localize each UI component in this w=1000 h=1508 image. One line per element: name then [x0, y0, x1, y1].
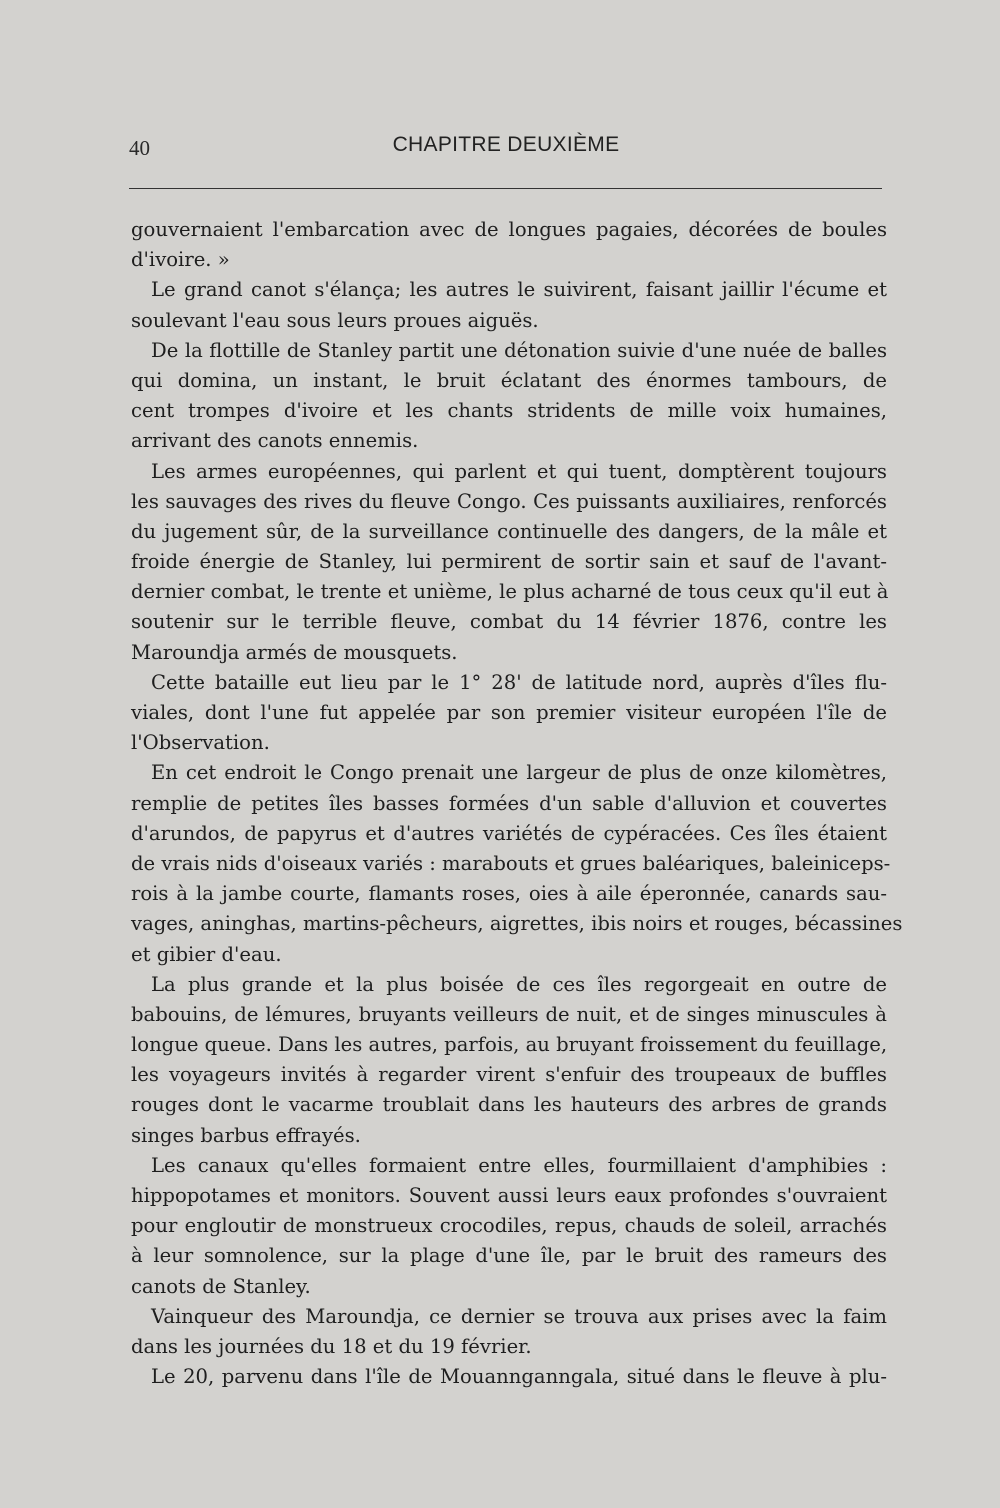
paragraph — [131, 215, 887, 275]
running-head-title: CHAPITRE DEUXIÈME — [392, 133, 620, 156]
body-text — [131, 215, 903, 1392]
text-line: Cette bataille eut lieu par le 1° 28' de latitude nord, auprès d'îles flu- — [151, 670, 887, 694]
text-line: canots de Stanley. — [131, 1274, 311, 1298]
text-line: pour engloutir de monstrueux crocodiles, repus, chauds de soleil, arrachés — [131, 1214, 887, 1238]
text-line: gouvernaient l'embarcation avec de longues pagaies, décorées de boules — [131, 218, 887, 241]
paragraph — [131, 275, 887, 335]
text-line: Les armes européennes, qui parlent et qui tuent, domptèrent toujours — [151, 459, 887, 483]
text-line: et gibier d'eau. — [131, 942, 282, 966]
text-line: d'arundos, de papyrus et d'autres variétés de cypéracées. Ces îles étaient — [131, 821, 887, 845]
page-number: 40 — [129, 136, 150, 160]
text-line: singes barbus effrayés. — [131, 1123, 361, 1147]
text-line: Le grand canot s'élança; les autres le suivirent, faisant jaillir l'écume et — [151, 278, 887, 302]
text-line: les voyageurs invités à regarder virent s'enfuir des troupeaux de buffles — [131, 1063, 887, 1087]
text-line: du jugement sûr, de la surveillance continuelle des dangers, de la mâle et — [131, 519, 887, 543]
text-line: les sauvages des rives du fleuve Congo. Ces puissants auxiliaires, renforcés — [131, 489, 887, 513]
text-line: La plus grande et la plus boisée de ces îles regorgeait en outre de — [151, 972, 887, 996]
header-rule — [129, 188, 882, 189]
text-line: rois à la jambe courte, flamants roses, oies à aile éperonnée, canards sau- — [131, 882, 887, 906]
text-line: remplie de petites îles basses formées d'un sable d'alluvion et couvertes — [131, 791, 887, 815]
text-line: rouges dont le vacarme troublait dans les hauteurs des arbres de grands — [131, 1093, 887, 1117]
text-line: Vainqueur des Maroundja, ce dernier se trouva aux prises avec la faim — [151, 1304, 887, 1328]
text-line: De la flottille de Stanley partit une détonation suivie d'une nuée de balles — [151, 338, 887, 362]
paragraph — [131, 758, 903, 969]
text-line: l'Observation. — [131, 731, 270, 755]
paragraph — [131, 1302, 887, 1362]
text-line: En cet endroit le Congo prenait une largeur de plus de onze kilomètres, — [151, 761, 887, 785]
paragraph — [131, 336, 887, 457]
text-line: qui domina, un instant, le bruit éclatant des énormes tambours, de — [131, 368, 887, 392]
text-line: de vrais nids d'oiseaux variés : marabouts et grues baléariques, baleiniceps- — [131, 851, 891, 875]
paragraph — [131, 1151, 887, 1302]
paragraph — [131, 668, 887, 759]
text-line: dernier combat, le trente et unième, le plus acharné de tous ceux qu'il eut à — [131, 580, 889, 604]
paragraph — [131, 970, 887, 1151]
text-line: froide énergie de Stanley, lui permirent de sortir sain et sauf de l'avant- — [131, 550, 887, 574]
text-line: à leur somnolence, sur la plage d'une île, par le bruit des rameurs des — [131, 1244, 887, 1268]
text-line: arrivant des canots ennemis. — [131, 429, 419, 453]
text-line: cent trompes d'ivoire et les chants stridents de mille voix humaines, — [131, 399, 887, 423]
text-line: Le 20, parvenu dans l'île de Mouannganngala, situé dans le fleuve à plu- — [151, 1365, 887, 1389]
text-line: soutenir sur le terrible fleuve, combat du 14 février 1876, contre les — [131, 610, 887, 634]
paragraph — [131, 457, 887, 668]
text-line: babouins, de lémures, bruyants veilleurs de nuit, et de singes minuscules à — [131, 1002, 887, 1026]
text-line: dans les journées du 18 et du 19 février. — [131, 1334, 532, 1358]
text-line: hippopotames et monitors. Souvent aussi leurs eaux profondes s'ouvraient — [131, 1184, 887, 1207]
text-line: Maroundja armés de mousquets. — [131, 640, 458, 664]
text-line: viales, dont l'une fut appelée par son premier visiteur européen l'île de — [131, 701, 887, 724]
text-line: longue queue. Dans les autres, parfois, au bruyant froissement du feuillage, — [131, 1033, 888, 1057]
text-line: soulevant l'eau sous leurs proues aiguës. — [131, 308, 539, 332]
paragraph — [131, 1362, 887, 1392]
text-line: vages, aninghas, martins-pêcheurs, aigrettes, ibis noirs et rouges, bécassines — [131, 912, 903, 936]
text-line: d'ivoire. » — [131, 248, 230, 272]
text-line: Les canaux qu'elles formaient entre elles, fourmillaient d'amphibies : — [151, 1153, 887, 1177]
